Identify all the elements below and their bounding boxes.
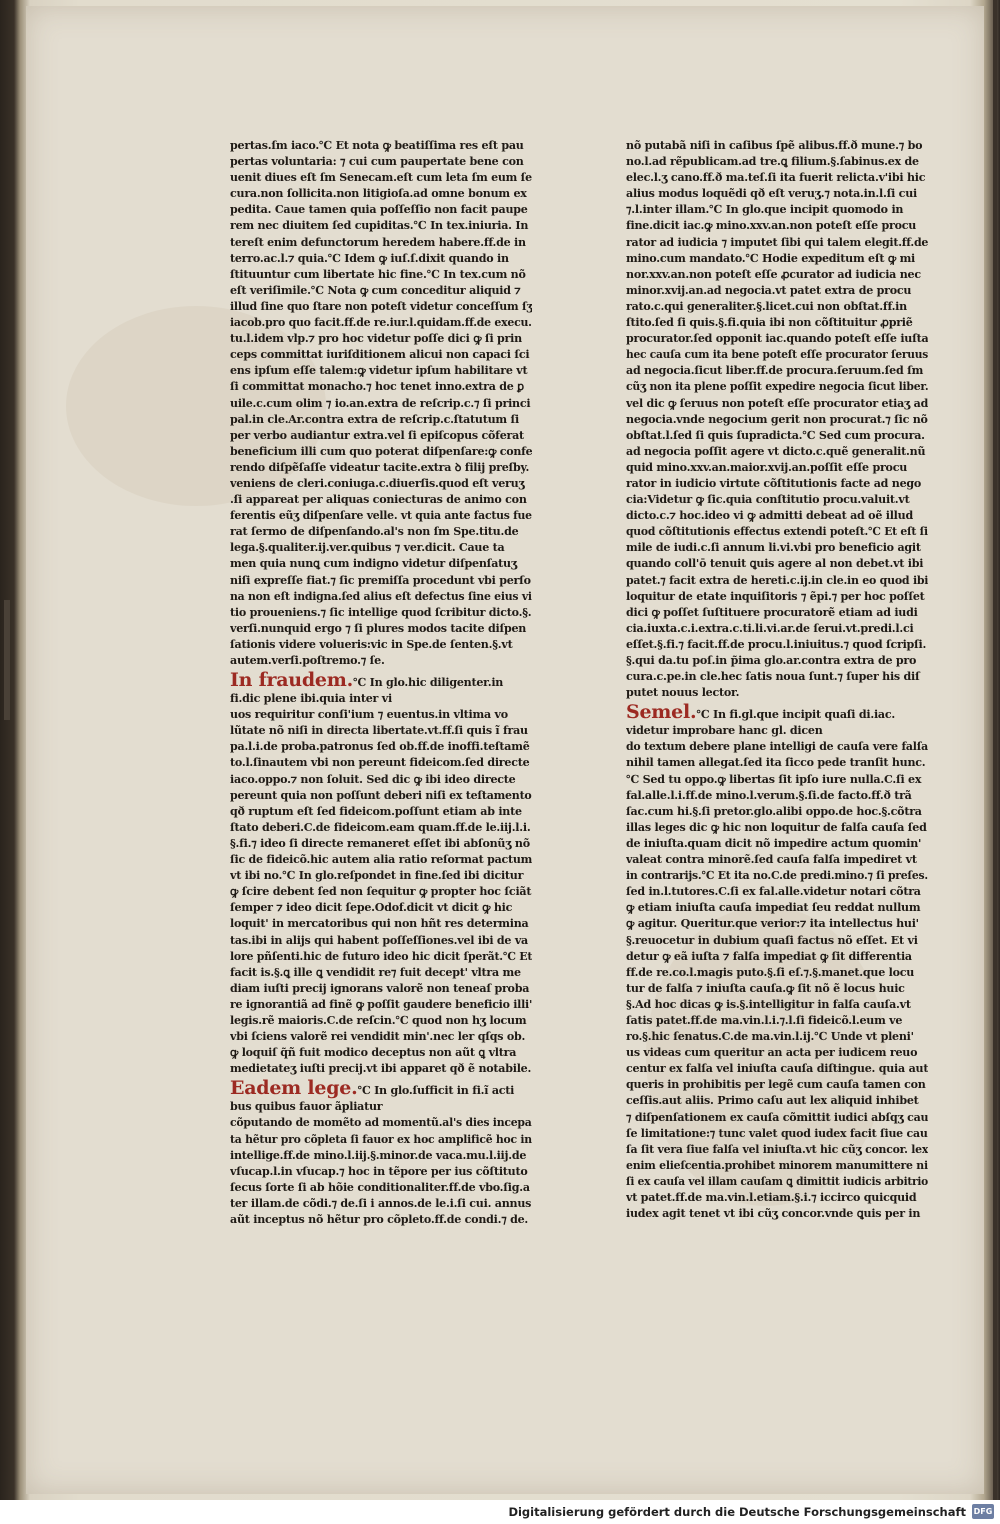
text-line: tas.ibi in alijs qui habent poſſeſſiones.vel ibi de va	[230, 933, 528, 947]
text-line: cura.non ſollicita.non litigioſa.ad omne bonum ex	[230, 187, 527, 201]
rubric-line-text: ℃ In glo.ſufficit in fi.ĩ acti	[357, 1084, 515, 1098]
text-line: rator ad iudicia ⁊ imputet ſibi qui talem elegit.ff.de	[626, 235, 928, 249]
text-line: ſationis videre volueris:vic in Spe.de ſenten.§.vt	[230, 637, 513, 651]
text-line: no.l.ad rẽpublicam.ad tre.ꝗ filium.§.ſabinus.ex de	[626, 155, 919, 169]
text-line: pereunt quia non poſſunt deberi niſi ex teſtamento	[230, 788, 532, 802]
text-line: in contrarijs.℃ Et ita no.C.de predi.mino.⁊ ſi preſes.	[626, 869, 928, 883]
text-line: illas leges dic ꝙ hic non loquitur de falſa cauſa ſed	[626, 820, 927, 834]
text-line: obſtat.l.ſed ſi quis ſupradicta.℃ Sed cum procura.	[626, 428, 925, 442]
text-line: loquitur de etate inquiſitoris ⁊ ẽpi.⁊ per hoc poſſet	[626, 589, 925, 603]
text-line: ꝙ agitur. Queritur.que verior:⁊ ita intellectus hui'	[626, 917, 919, 931]
text-line: vbi ſciens valorẽ rei vendidit min'.nec ler qſqs ob.	[230, 1030, 526, 1044]
footer-bar	[0, 1500, 1000, 1524]
rubric-heading: Eadem lege.	[230, 1077, 358, 1100]
text-line: iacob.pro quo facit.ff.de re.iur.l.quidam.ff.de execu.	[230, 316, 532, 330]
text-line: per verbo audiantur extra.vel ſi epiſcopus cõferat	[230, 428, 524, 442]
text-line: re ignorantiã ad finẽ ꝙ poſſit gaudere beneficio illi'	[230, 997, 532, 1011]
text-line: procurator.ſed opponit iac.quando poteſt eſſe iuſta	[626, 332, 928, 346]
text-line: ad negocia poſſit agere vt dicto.c.quẽ generalit.nũ	[626, 444, 926, 458]
text-line: ſe limitatione:⁊ tunc valet quod iudex facit ſiue cau	[626, 1126, 928, 1140]
text-line: pedita. Caue tamen quia poſſeſſio non facit paupe	[230, 203, 528, 217]
text-line: videtur improbare hanc gl. dicen	[626, 724, 823, 738]
text-line: autem.verſi.poſtremo.⁊ ſe.	[230, 654, 385, 667]
text-line: verſi.nunquid ergo ⁊ ſi plures modos tacite diſpen	[230, 621, 527, 635]
text-line: eſt veriſimile.℃ Nota ꝙ cum conceditur aliquid ⁊	[230, 283, 521, 297]
text-line: vſucap.l.in vſucap.⁊ hoc in tẽpore per ius cõſtituto	[230, 1164, 528, 1178]
text-line: iudex agit tenet vt ibi cũʒ concor.vnde ꝗuis per in	[626, 1207, 921, 1221]
text-line: lũtate nõ niſi in directa libertate.vt.ff.ſi quis ĩ frau	[230, 724, 528, 738]
text-line: cũʒ non ita plene poſſit expedire negocia ſicut liber.	[626, 380, 928, 394]
text-line: uos requiritur conſi'ium ⁊ euentus.in vltima vo	[230, 708, 508, 722]
text-line: ferentis eũʒ diſpenſare velle. vt quia ante factus fue	[230, 509, 532, 523]
text-line: de iniuſta.quam dicit nõ impedire actum quomin'	[626, 836, 922, 850]
text-line: tio proueniens.⁊ ſic intellige quod ſcribitur dicto.§.	[230, 605, 532, 619]
text-line: queris in prohibitis per legẽ cum cauſa tamen con	[626, 1078, 926, 1092]
text-line: legis.rẽ maioris.C.de reſcin.℃ quod non hʒ locum	[230, 1013, 527, 1027]
text-line: bus quibus fauor ãpliatur	[230, 1100, 383, 1114]
text-line: ſi committat monacho.⁊ hoc tenet inno.extra de ꝑ	[230, 380, 524, 394]
text-line: ⁊ diſpenſationem ex cauſa cõmittit iudici abſqʒ cau	[626, 1110, 928, 1124]
text-line: enim elieſcentia.prohibet minorem manumittere ni	[626, 1158, 928, 1172]
text-line: tu.l.idem vlp.⁊ pro hoc videtur poſſe dici ꝙ ſi prin	[230, 332, 522, 346]
text-line: elec.l.ʒ cano.ff.ð ma.teſ.ſi ita fuerit relicta.v'ibi hic	[626, 171, 926, 185]
text-line: cura.c.pe.in cle.hec ſatis noua ſunt.⁊ ſuper his diſ	[626, 670, 920, 684]
text-line: §.Ad hoc dicas ꝙ is.§.intelligitur in falſa cauſa.vt	[626, 997, 911, 1011]
text-line: ſecus ſorte ſi ab hõie conditionaliter.ff.de vbo.ſig.a	[230, 1180, 530, 1194]
text-line: ſtato deberi.C.de fideicom.eam quam.ff.de le.iij.l.i.	[230, 820, 531, 834]
rubric-line-text: ℃ In fi.gl.que incipit quaſi di.iac.	[696, 708, 895, 722]
funding-credit: Digitalisierung gefördert durch die Deutsche Forschungsgemeinschaft	[508, 1505, 966, 1519]
text-line: dicto.c.⁊ hoc.ideo vi ꝙ admitti debeat ad oẽ illud	[626, 509, 913, 523]
text-line: §.reuocetur in dubium quaſi factus nõ eſſet. Et vi	[626, 933, 918, 947]
text-line: quando coll'ō tenuit ꝗuis agere al non debet.vt ibi	[626, 557, 924, 571]
text-line: valeat contra minorẽ.ſed cauſa falſa impediret vt	[626, 853, 917, 867]
text-line: ad negocia.ſicut liber.ff.de procura.ſeruum.ſed ſm	[626, 364, 924, 378]
text-line: ſemper ⁊ ideo dicit ſepe.Odof.dicit vt dicit ꝙ hic	[230, 901, 513, 915]
text-line: niſi expreſſe fiat.⁊ ſic premiſſa procedunt vbi perſo	[230, 573, 531, 587]
text-line: quid mino.xxv.an.maior.xvij.an.poſſit eſſe procu	[626, 460, 908, 474]
text-line: cia:Videtur ꝙ ſic.quia conſtitutio procu.valuit.vt	[626, 493, 910, 507]
text-line: dici ꝙ poſſet ſuſtituere procuratorẽ etiam ad iudi	[626, 605, 918, 619]
text-line: do textum debere plane intelligi de cauſa vere falſa	[626, 740, 928, 754]
text-line: uenit diues eſt ſm Senecam.eſt cum leta ſm eum ſe	[230, 171, 532, 185]
text-line: alius modus loquẽdi qð eſt veruʒ.⁊ nota.in.l.ſi cui	[626, 187, 917, 201]
text-line: lore pñſenti.hic de futuro ideo hic dicit ſperãt.℃ Et	[230, 949, 532, 963]
text-line: vel dic ꝙ ſeruus non poteſt eſſe procurator etiaʒ ad	[626, 396, 928, 410]
text-line: nihil tamen allegat.ſed ita ſicco pede tranſit hunc.	[626, 756, 926, 770]
text-line: pertas voluntaria: ⁊ cui cum paupertate bene con	[230, 155, 524, 169]
text-line: cia.iuxta.c.i.extra.c.ti.li.vi.ar.de ſerui.vt.predi.l.ci	[626, 621, 914, 635]
text-line: pertas.ſm iaco.℃ Et nota ꝙ beatiſſima res eſt pau	[230, 139, 524, 152]
text-line: §.fi.⁊ ideo ſi directe remaneret eſſet ibi abſonũʒ nõ	[230, 836, 530, 850]
text-line: fi.dic plene ibi.quia inter vi	[230, 692, 392, 706]
right-text-column	[626, 138, 928, 1222]
text-line: ſed in.l.tutores.C.ſi ex fal.alle.videtur notari cõtra	[626, 885, 921, 899]
text-line: medietateʒ iuſti precij.vt ibi apparet qð ẽ notabile.	[230, 1062, 532, 1076]
text-line: ꝙ etiam iniuſta cauſa impediat ſeu reddat nullum	[626, 901, 921, 915]
text-line: pa.l.i.de proba.patronus ſed ob.ff.de inoffi.teſtamẽ	[230, 740, 530, 754]
text-line: ꝙ loquiſ q̃ñ fuit modico deceptus non aũt ꝗ vltra	[230, 1046, 517, 1060]
text-line: illud ſine quo ſtare non poteſt videtur conceſſum ſʒ	[230, 299, 532, 313]
binding-edge-left	[4, 600, 10, 720]
text-line: negocia.vnde negocium gerit non procurat.⁊ ſic nõ	[626, 412, 928, 426]
text-line: ſi ex cauſa vel illam cauſam ꝗ dimittit iudicis arbitrio	[626, 1174, 928, 1188]
text-line: tereſt enim defunctorum heredem habere.ff.de in	[230, 235, 526, 249]
text-line: nor.xxv.an.non poteſt eſſe ꝓcurator ad iudicia nec	[626, 267, 921, 281]
text-line	[626, 701, 928, 723]
text-line: diam iuſti precij ignorans valorẽ non teneaſ proba	[230, 981, 530, 995]
dfg-logo: DFG	[972, 1504, 994, 1519]
text-line: tur de falſa ⁊ iniuſta cauſa.ꝙ ſit nõ ẽ locus huic	[626, 981, 905, 995]
left-text-column	[230, 138, 532, 1228]
text-line: rat ſermo de diſpenſando.al's non ſm Spe.titu.de	[230, 525, 519, 539]
text-line: aũt inceptus nõ hẽtur pro cõpleto.ff.de condi.⁊ de.	[230, 1213, 529, 1226]
text-line: lega.§.qualiter.ij.ver.quibus ⁊ ver.dicit. Caue ta	[230, 541, 505, 555]
text-line: ſtituuntur cum libertate hic fine.℃ In tex.cum nõ	[230, 267, 526, 281]
text-line: intellige.ff.de mino.l.iij.§.minor.de vaca.mu.l.iij.de	[230, 1148, 527, 1162]
text-line: ℃ Sed tu oppo.ꝙ libertas ſit ipſo iure nulla.C.ſi ex	[626, 772, 922, 786]
text-line: centur ex falſa vel iniuſta cauſa diſtingue. quia aut	[626, 1062, 928, 1076]
text-line: eſſet.§.fi.⁊ facit.ff.de procu.l.iniuitus.⁊ quod ſcripſi.	[626, 637, 927, 651]
text-line: §.qui da.tu poſ.in p̃ima glo.ar.contra extra de pro	[626, 654, 917, 667]
text-line: cõputando de momẽto ad momentũ.al's dies incepa	[230, 1116, 532, 1130]
text-line: rator in iudicio virtute cõſtitutionis facte ad nego	[626, 476, 922, 490]
text-line: ꝙ ſcire debent ſed non ſequitur ꝙ propter hoc ſciãt	[230, 885, 532, 899]
text-line: putet nouus lector.	[626, 686, 740, 700]
text-line: loquit' in mercatoribus qui non hñt res determina	[230, 917, 529, 931]
text-line: .ſi appareat per aliquas coniecturas de animo con	[230, 493, 527, 507]
text-line: vt ibi no.℃ In glo.reſpondet in fine.ſed ibi dicitur	[230, 869, 524, 883]
text-line	[230, 669, 532, 691]
binding-edge-right	[993, 0, 997, 1500]
text-line: minor.xvij.an.ad negocia.vt patet extra de procu	[626, 283, 912, 297]
text-line: ro.§.hic ſenatus.C.de ma.vin.l.ij.℃ Unde vt pleni'	[626, 1030, 914, 1044]
text-line: fal.alle.l.i.ff.de mino.l.verum.§.ſi.de facto.ff.ð trã	[626, 788, 912, 802]
text-line: veniens de cleri.coniuga.c.diuerſis.quod eſt veruʒ	[230, 476, 525, 490]
text-line: iaco.oppo.⁊ non ſoluit. Sed dic ꝙ ibi ideo directe	[230, 772, 516, 786]
text-line: men quia nunꝗ cum indigno videtur diſpenſatuʒ	[230, 557, 517, 571]
text-line: patet.⁊ facit extra de hereti.c.ij.in cle.in eo quod ibi	[626, 573, 928, 587]
text-line: ſtito.ſed ſi quis.§.fi.quia ibi non cõſtituitur ꝓpriẽ	[626, 316, 913, 330]
text-line: ceps committat iuriſditionem alicui non capaci ſci	[230, 348, 530, 362]
text-line: ſa ſit vera ſiue falſa vel iniuſta.vt hic cũʒ concor. lex	[626, 1142, 928, 1156]
text-line: rendo diſpẽſaſſe videatur tacite.extra ꝺ filij preſby.	[230, 460, 530, 474]
text-line: rem nec diuitem ſed cupiditas.℃ In tex.iniuria. In	[230, 219, 529, 233]
text-line: facit is.§.ꝗ ille ꝗ vendidit re⁊ fuit decept' vltra me	[230, 965, 521, 979]
text-line: ſac.cum hi.§.ſi pretor.glo.alibi oppo.de hoc.§.cõtra	[626, 804, 922, 818]
text-line: rato.c.qui generaliter.§.licet.cui non obſtat.ff.in	[626, 299, 907, 313]
text-line: ter illam.de cõdi.⁊ de.ſi i annos.de le.i.ſi cui. annus	[230, 1196, 532, 1210]
text-line: ſic de fideicõ.hic autem alia ratio reſormat pactum	[230, 853, 532, 867]
text-line: ta hẽtur pro cõpleta ſi fauor ex hoc amplificẽ hoc in	[230, 1132, 532, 1146]
text-line: ens ipſum eſſe talem:ꝙ videtur ipſum habilitare vt	[230, 364, 528, 378]
text-line: to.l.ſinautem vbi non pereunt fideicom.ſed directe	[230, 756, 530, 770]
rubric-line-text: ℃ In glo.hic diligenter.in	[352, 676, 504, 690]
text-line: vt patet.ff.de ma.vin.l.etiam.§.i.⁊ iccirco quicquid	[626, 1191, 917, 1204]
text-line: na non eſt indigna.ſed alius eſt defectus ſine eius vi	[230, 589, 532, 603]
text-line: ceſſis.aut aliis. Primo caſu aut lex aliquid inhibet	[626, 1094, 919, 1108]
text-line: ⁊.l.inter illam.℃ In glo.que incipit quomodo in	[626, 203, 904, 217]
text-line: us videas cum queritur an acta per iudicem reuo	[626, 1046, 918, 1060]
text-line: quod cõſtitutionis effectus extendi poteſt.℃ Et eſt ſi	[626, 525, 928, 539]
text-line: beneficium illi cum quo poterat diſpenſare:ꝙ confe	[230, 444, 532, 458]
text-line: fine.dicit iac.ꝙ mino.xxv.an.non poteſt eſſe procu	[626, 219, 917, 233]
text-line: uile.c.cum olim ⁊ io.an.extra de reſcrip.c.⁊ ſi princi	[230, 396, 531, 410]
text-line: detur ꝙ eã iuſta ⁊ falſa impediat ꝙ ſit differentia	[626, 949, 912, 963]
text-line	[230, 1077, 532, 1099]
rubric-heading: In fraudem.	[230, 669, 353, 692]
text-line: pal.in cle.Ar.contra extra de reſcrip.c.ſtatutum ſi	[230, 412, 519, 426]
text-line: hec cauſa cum ita bene poteſt eſſe procurator ſeruus	[626, 348, 928, 362]
rubric-heading: Semel.	[626, 701, 697, 724]
text-line: qð ruptum eſt ſed fideicom.poſſunt etiam ab inte	[230, 804, 522, 818]
text-line: terro.ac.l.⁊ quia.℃ Idem ꝙ iuſ.ſ.dixit quando in	[230, 251, 509, 265]
text-line: ſatis patet.ff.de ma.vin.l.i.⁊.l.ſi fideicõ.l.eum ve	[626, 1013, 903, 1027]
text-line: mile de iudi.c.ſi annum li.vi.vbi pro beneficio agit	[626, 541, 921, 555]
text-line: ff.de re.co.l.magis puto.§.ſi eſ.⁊.§.manet.que locu	[626, 965, 915, 979]
text-line: nõ putabã niſi in caſibus ſpẽ alibus.ff.ð mune.⁊ bo	[626, 139, 923, 152]
text-line: mino.cum mandato.℃ Hodie expeditum eſt ꝙ mi	[626, 251, 916, 265]
